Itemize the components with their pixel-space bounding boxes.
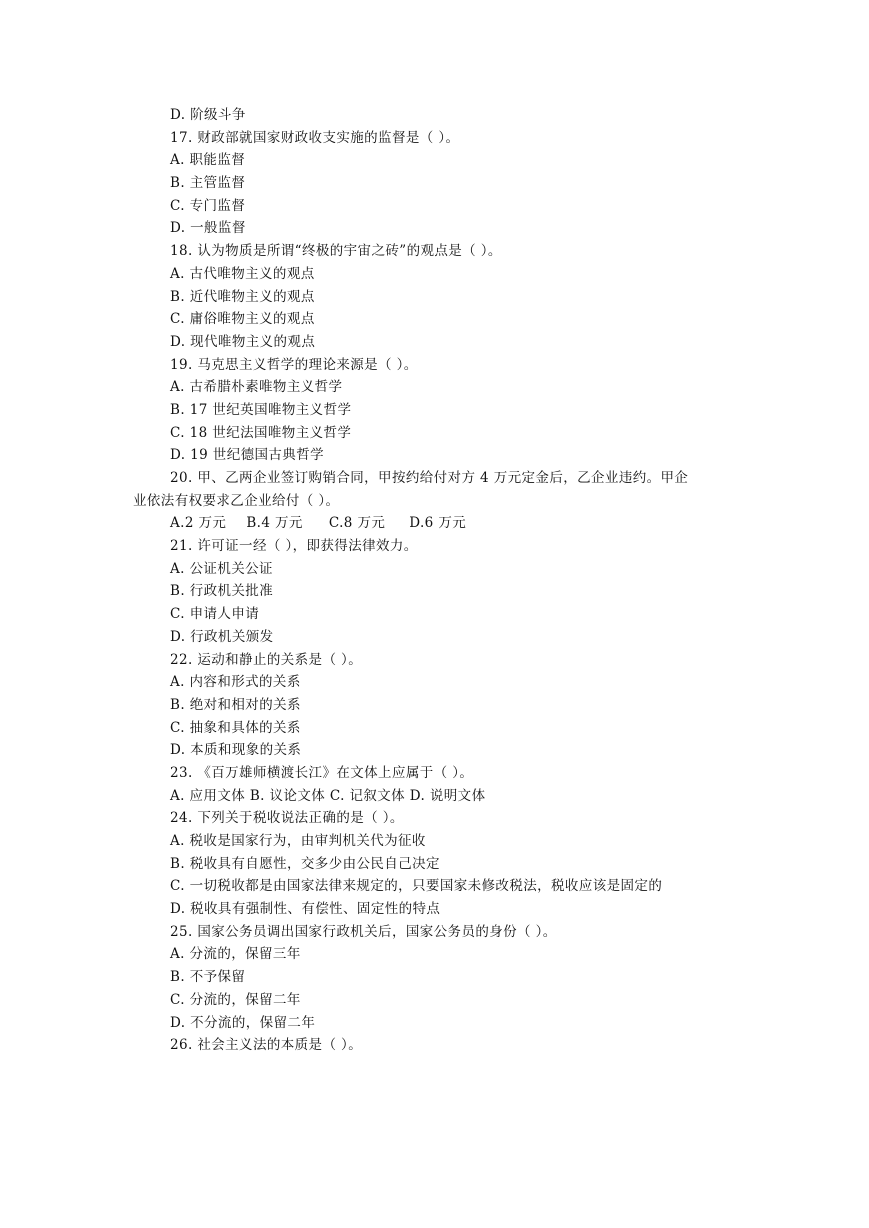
- option-line: D. 不分流的，保留二年: [170, 1014, 316, 1031]
- option-line: B. 行政机关批准: [170, 583, 274, 600]
- option-line: A. 分流的，保留三年: [170, 946, 301, 963]
- option-line: D. 阶级斗争: [170, 107, 246, 123]
- option-line: B. 近代唯物主义的观点: [170, 288, 315, 305]
- option-line: C. 申请人申请: [170, 606, 260, 623]
- question-19: 19. 马克思主义哲学的理论来源是（ ）。: [170, 356, 418, 373]
- option-line: B. 绝对和相对的关系: [170, 696, 301, 713]
- question-17: 17. 财政部就国家财政收支实施的监督是（ ）。: [170, 129, 460, 146]
- option-d: D.6 万元: [409, 515, 467, 532]
- option-line: D. 19 世纪德国古典哲学: [170, 447, 324, 464]
- question-23: 23. 《百万雄师横渡长江》在文体上应属于（ ）。: [170, 764, 474, 781]
- option-a: A.2 万元: [170, 515, 227, 532]
- question-18: 18. 认为物质是所谓“终极的宇宙之砖”的观点是（ ）。: [170, 243, 502, 260]
- option-line: D. 行政机关颁发: [170, 628, 274, 645]
- option-line: D. 本质和现象的关系: [170, 742, 302, 759]
- option-line: A. 税收是国家行为，由审判机关代为征收: [170, 833, 426, 849]
- option-line: C. 庸俗唯物主义的观点: [170, 311, 315, 328]
- option-line: B. 17 世纪英国唯物主义哲学: [170, 401, 352, 418]
- question-20-options: [133, 512, 743, 535]
- option-line: D. 一般监督: [170, 220, 246, 237]
- option-line: A. 职能监督: [170, 152, 246, 169]
- option-line: A. 内容和形式的关系: [170, 674, 301, 691]
- question-21: 21. 许可证一经（ ），即获得法律效力。: [170, 538, 418, 555]
- option-line: C. 18 世纪法国唯物主义哲学: [170, 424, 352, 441]
- option-c: C.8 万元: [328, 515, 386, 532]
- question-26: 26. 社会主义法的本质是（ ）。: [170, 1037, 363, 1054]
- question-22: 22. 运动和静止的关系是（ ）。: [170, 651, 363, 668]
- option-b: B.4 万元: [246, 515, 303, 532]
- option-line: C. 一切税收都是由国家法律来规定的，只要国家未修改税法，税收应该是固定的: [170, 878, 663, 895]
- option-line: A. 公证机关公证: [170, 560, 273, 577]
- document-body: [133, 104, 743, 1057]
- option-line: B. 主管监督: [170, 175, 246, 192]
- option-line: A. 古代唯物主义的观点: [170, 265, 315, 282]
- question-20-continuation: 业依法有权要求乙企业给付（ ）。: [133, 492, 340, 509]
- option-line: A. 应用文体 B. 议论文体 C. 记叙文体 D. 说明文体: [170, 787, 486, 804]
- option-line: B. 不予保留: [170, 969, 246, 986]
- question-20: 20. 甲、乙两企业签订购销合同，甲按约给付对方 4 万元定金后，乙企业违约。甲企: [170, 470, 689, 486]
- question-24: 24. 下列关于税收说法正确的是（ ）。: [170, 810, 404, 827]
- option-line: D. 现代唯物主义的观点: [170, 333, 316, 350]
- option-line: C. 抽象和具体的关系: [170, 719, 301, 736]
- question-25: 25. 国家公务员调出国家行政机关后，国家公务员的身份（ ）。: [170, 923, 557, 940]
- option-line: A. 古希腊朴素唯物主义哲学: [170, 379, 343, 396]
- option-line: D. 税收具有强制性、有偿性、固定性的特点: [170, 901, 441, 918]
- option-line: B. 税收具有自愿性，交多少由公民自己决定: [170, 855, 440, 872]
- option-line: C. 分流的，保留二年: [170, 991, 301, 1008]
- option-line: C. 专门监督: [170, 197, 246, 214]
